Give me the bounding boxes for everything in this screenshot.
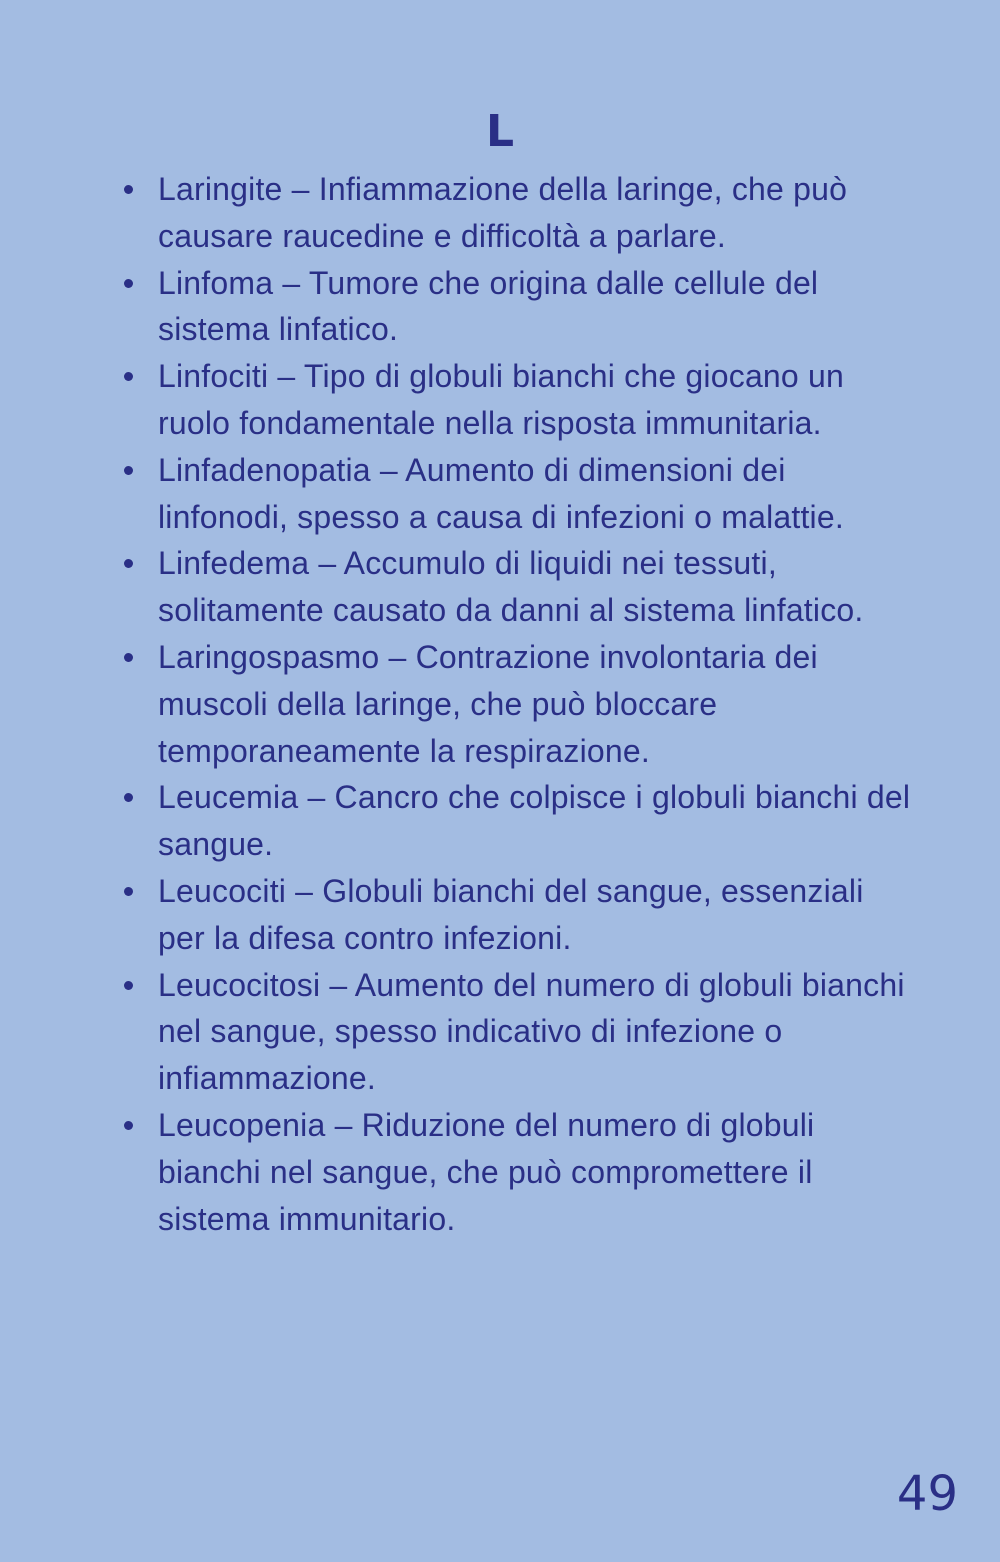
glossary-entry: [158, 868, 918, 962]
glossary-entry: [158, 260, 918, 354]
glossary-entry: [158, 540, 918, 634]
glossary-entry-text: Linfociti – Tipo di globuli bianchi che giocano un ruolo fondamentale nella risposta immunitaria.: [158, 358, 845, 441]
glossary-entry-text: Laringospasmo – Contrazione involontaria dei muscoli della laringe, che può bloccare temporaneamente la respirazione.: [158, 638, 818, 769]
bullet-icon: [124, 981, 133, 990]
section-letter-heading: L: [485, 106, 515, 157]
glossary-entry-text: Leucocitosi – Aumento del numero di globuli bianchi nel sangue, spesso indicativo di infezione o infiammazione.: [158, 966, 905, 1097]
glossary-entry-text: Leucopenia – Riduzione del numero di globuli bianchi nel sangue, che può compromettere il sistema immunitario.: [158, 1106, 815, 1237]
glossary-entry-text: Linfedema – Accumulo di liquidi nei tessuti, solitamente causato da danni al sistema linfatico.: [158, 545, 864, 629]
bullet-icon: [124, 466, 133, 475]
glossary-entry-text: Leucociti – Globuli bianchi del sangue, essenziali per la difesa contro infezioni.: [158, 872, 864, 956]
bullet-icon: [124, 887, 133, 896]
bullet-icon: [124, 793, 133, 802]
glossary-entry: [158, 634, 918, 774]
bullet-icon: [124, 559, 133, 568]
glossary-entry-text: Laringite – Infiammazione della laringe, che può causare raucedine e difficoltà a parlare.: [158, 171, 848, 254]
glossary-entry: [158, 166, 918, 260]
bullet-icon: [124, 185, 133, 194]
glossary-entry-text: Leucemia – Cancro che colpisce i globuli bianchi del sangue.: [158, 779, 911, 863]
glossary-entry: [158, 1102, 918, 1242]
glossary-entry: [158, 774, 918, 868]
bullet-icon: [124, 279, 133, 288]
glossary-list: [158, 166, 918, 1242]
bullet-icon: [124, 372, 133, 381]
glossary-entry: [158, 962, 918, 1102]
glossary-entry-text: Linfadenopatia – Aumento di dimensioni dei linfonodi, spesso a causa di infezioni o malattie.: [158, 451, 844, 535]
glossary-entry: [158, 447, 918, 541]
glossary-entry-text: Linfoma – Tumore che origina dalle cellule del sistema linfatico.: [158, 264, 819, 348]
page-number: 49: [896, 1466, 958, 1522]
bullet-icon: [124, 653, 133, 662]
glossary-entry: [158, 353, 918, 447]
bullet-icon: [124, 1121, 133, 1130]
